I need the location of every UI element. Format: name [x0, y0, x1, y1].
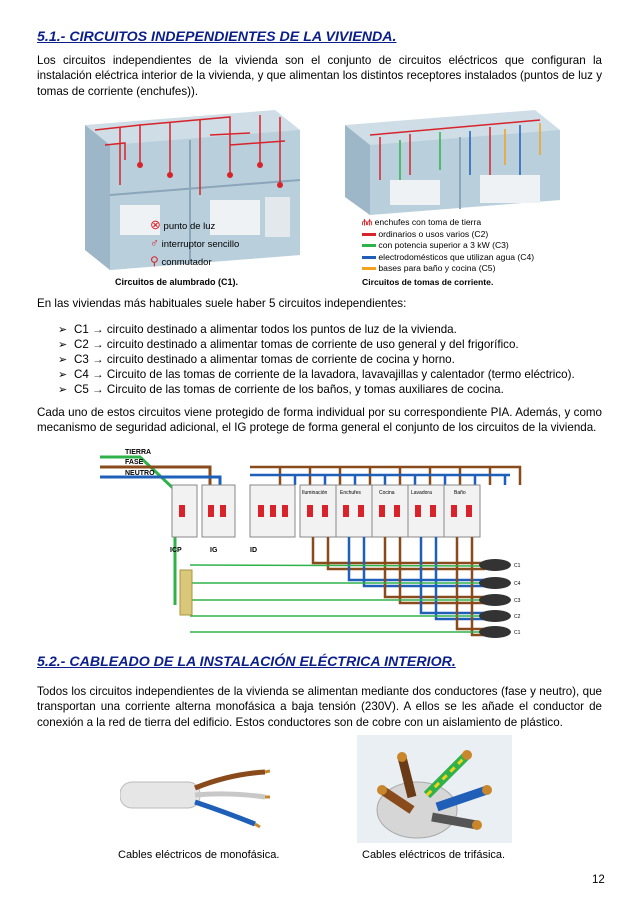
caption-three-phase: Cables eléctricos de trifásica.: [362, 849, 506, 861]
output-label: C2: [514, 614, 521, 620]
outlets-legend: [362, 217, 534, 288]
outlet-circuit-illustration: [340, 105, 565, 220]
wire-label-fase: FASE: [125, 459, 144, 466]
red-line-icon: [362, 233, 376, 236]
bullet-arrow-icon: ➢: [58, 369, 68, 381]
circuit-list-item: ➢ C2 → circuito destinado a alimentar tomas de corriente de uso general y del frigorífico.: [58, 338, 519, 351]
output-label: C1: [514, 563, 521, 569]
output-label: C4: [514, 581, 521, 587]
device-label-ig: IG: [210, 547, 218, 554]
circuit-list-item: ➢ C4 → Circuito de las tomas de corriente de la lavadora, lavavajillas y calentador (termo eléctrico).: [58, 368, 575, 381]
breaker-label: Lavadora: [411, 490, 432, 496]
breaker-label: Iluminación: [302, 490, 328, 496]
lighting-legend: [150, 216, 239, 271]
cabling-paragraph: Todos los circuitos independientes de la vivienda se alimentan mediante dos conductores (fase y neutro), que transportan una corriente alterna monofásica a baja tensión (230V). A ellos se les añade el conductor de conexión a la red de tierra del edificio. Estos conductores son de cobre con un aislamiento de plástico.: [37, 685, 602, 729]
blue-line-icon: [362, 256, 376, 259]
wire-label-neutro: NEUTRO: [125, 470, 155, 477]
bullet-arrow-icon: ➢: [58, 384, 68, 396]
orange-line-icon: [362, 267, 376, 270]
device-label-id: ID: [250, 547, 257, 554]
legend-item: ♂ interruptor sencillo: [150, 236, 240, 250]
outlets-caption: Circuitos de tomas de corriente.: [362, 276, 494, 287]
bullet-arrow-icon: ➢: [58, 324, 68, 336]
protection-paragraph: Cada uno de estos circuitos viene protegido de forma individual por su correspondiente PIA. Además, y como mecanismo de seguridad adicional, el IG protege de forma general el conjunto de los circuitos de la vivienda.: [37, 406, 602, 435]
bullet-arrow-icon: ➢: [58, 339, 68, 351]
commutator-icon: ⚲: [150, 254, 159, 268]
outlet-icon: ⫛⫛: [362, 217, 373, 227]
breaker-label: Baño: [454, 490, 466, 496]
page-number: 12: [592, 874, 605, 886]
legend-item: ⫛⫛ enchufes con toma de tierra: [362, 217, 482, 227]
output-label: C1: [514, 630, 521, 636]
bullet-arrow-icon: ➢: [58, 354, 68, 366]
circuit-list-item: ➢ C1 → circuito destinado a alimentar todos los puntos de luz de la vivienda.: [58, 323, 457, 336]
circuit-list-item: ➢ C5 → Circuito de las tomas de corriente de los baños, y tomas auxiliares de cocina.: [58, 383, 504, 396]
three-phase-cable-image: [357, 735, 512, 843]
legend-item: ⊗ punto de luz: [150, 217, 216, 232]
section-title-2: 5.2.- CABLEADO DE LA INSTALACIÓN ELÉCTRICA INTERIOR.: [37, 654, 456, 670]
intro-paragraph: Los circuitos independientes de la vivienda son el conjunto de circuitos eléctricos que configuran la instalación eléctrica interior de la vivienda, y que alimentan los distintos receptores instalados (puntos de luz y tomas de corriente (enchufes)).: [37, 54, 602, 98]
list-intro: En las viviendas más habituales suele haber 5 circuitos independientes:: [37, 297, 407, 310]
wire-label-tierra: TIERRA: [125, 449, 152, 456]
switch-icon: ♂: [150, 236, 159, 250]
green-line-icon: [362, 244, 376, 247]
legend-item: electrodomésticos que utilizan agua (C4): [362, 252, 534, 264]
light-point-icon: ⊗: [150, 217, 161, 232]
single-phase-cable-image: [120, 752, 270, 837]
breaker-label: Cocina: [379, 490, 395, 496]
caption-single-phase: Cables eléctricos de monofásica.: [118, 849, 280, 861]
breaker-label: Enchufes: [340, 490, 361, 496]
output-label: C3: [514, 598, 521, 604]
section-title-1: 5.1.- CIRCUITOS INDEPENDIENTES DE LA VIVIENDA.: [37, 29, 397, 45]
legend-item: con potencia superior a 3 kW (C3): [362, 240, 534, 252]
circuit-list-item: ➢ C3 → circuito destinado a alimentar tomas de corriente de cocina y horno.: [58, 353, 455, 366]
distribution-panel-diagram: [100, 445, 525, 640]
legend-item: ⚲ conmutador: [150, 254, 212, 268]
device-label-icp: ICP: [170, 547, 182, 554]
legend-item: bases para baño y cocina (C5): [362, 263, 534, 275]
legend-item: ordinarios o usos varios (C2): [362, 229, 534, 241]
lighting-caption: Circuitos de alumbrado (C1).: [115, 277, 239, 287]
